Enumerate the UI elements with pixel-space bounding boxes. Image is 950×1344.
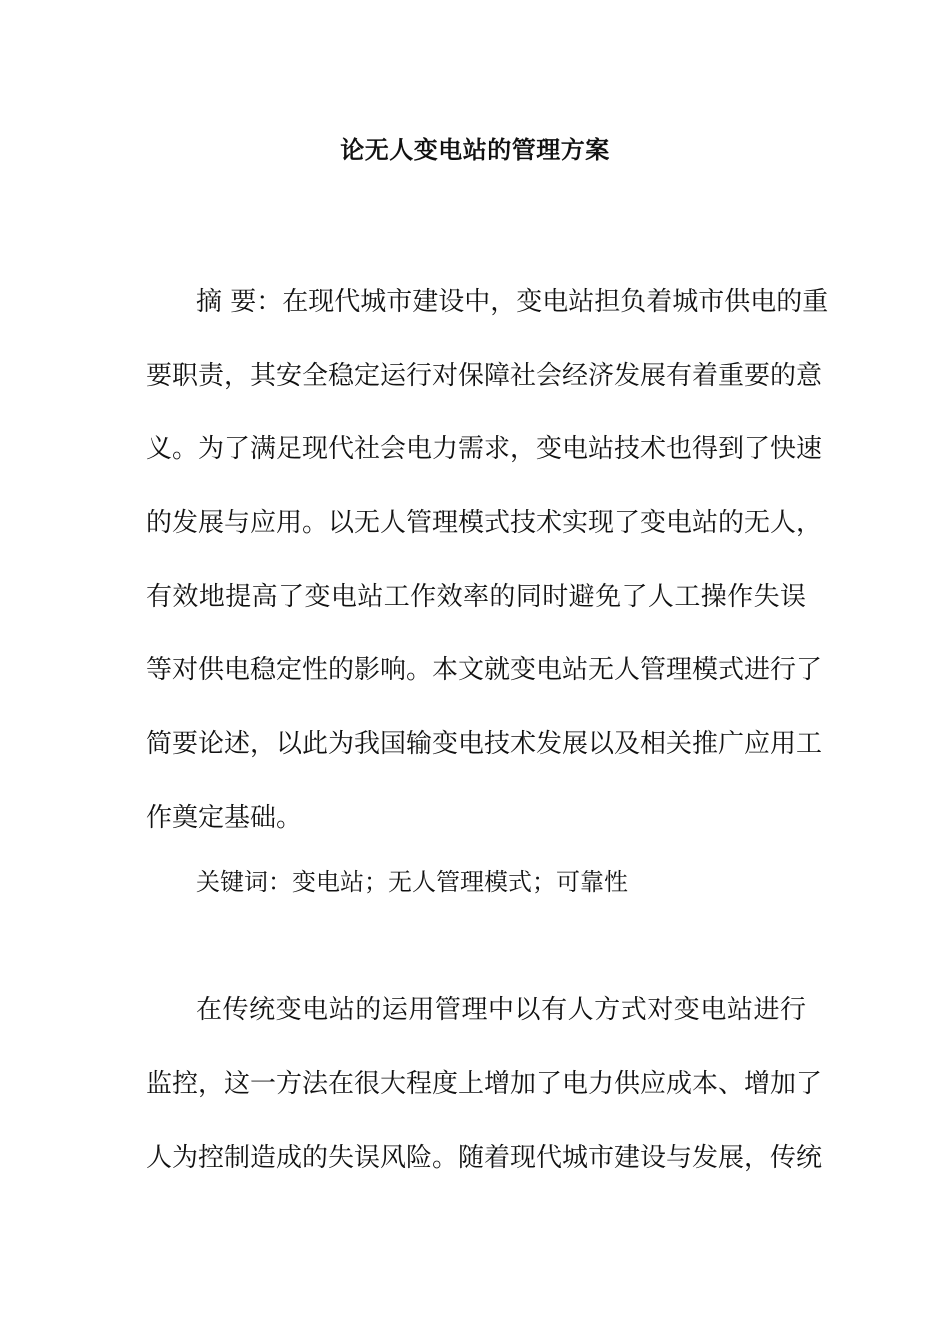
abstract-line: 的发展与应用。以无人管理模式技术实现了变电站的无人， (146, 508, 823, 538)
body-line: 人为控制造成的失误风险。随着现代城市建设与发展，传统 (146, 1143, 823, 1173)
abstract-line: 有效地提高了变电站工作效率的同时避免了人工操作失误 (146, 582, 806, 612)
body-line: 监控，这一方法在很大程度上增加了电力供应成本、增加了 (146, 1069, 823, 1099)
abstract-line: 摘 要：在现代城市建设中，变电站担负着城市供电的重 (196, 287, 829, 317)
abstract-line: 义。为了满足现代社会电力需求，变电站技术也得到了快速 (146, 434, 823, 464)
body-line: 在传统变电站的运用管理中以有人方式对变电站进行 (196, 995, 806, 1025)
document-title: 论无人变电站的管理方案 (340, 136, 610, 164)
keywords-line: 关键词：变电站；无人管理模式；可靠性 (196, 868, 628, 896)
abstract-line: 作奠定基础。 (146, 803, 303, 833)
abstract-line: 等对供电稳定性的影响。本文就变电站无人管理模式进行了 (146, 655, 823, 685)
abstract-line: 简要论述，以此为我国输变电技术发展以及相关推广应用工 (146, 729, 823, 759)
abstract-line: 要职责，其安全稳定运行对保障社会经济发展有着重要的意 (146, 361, 823, 391)
